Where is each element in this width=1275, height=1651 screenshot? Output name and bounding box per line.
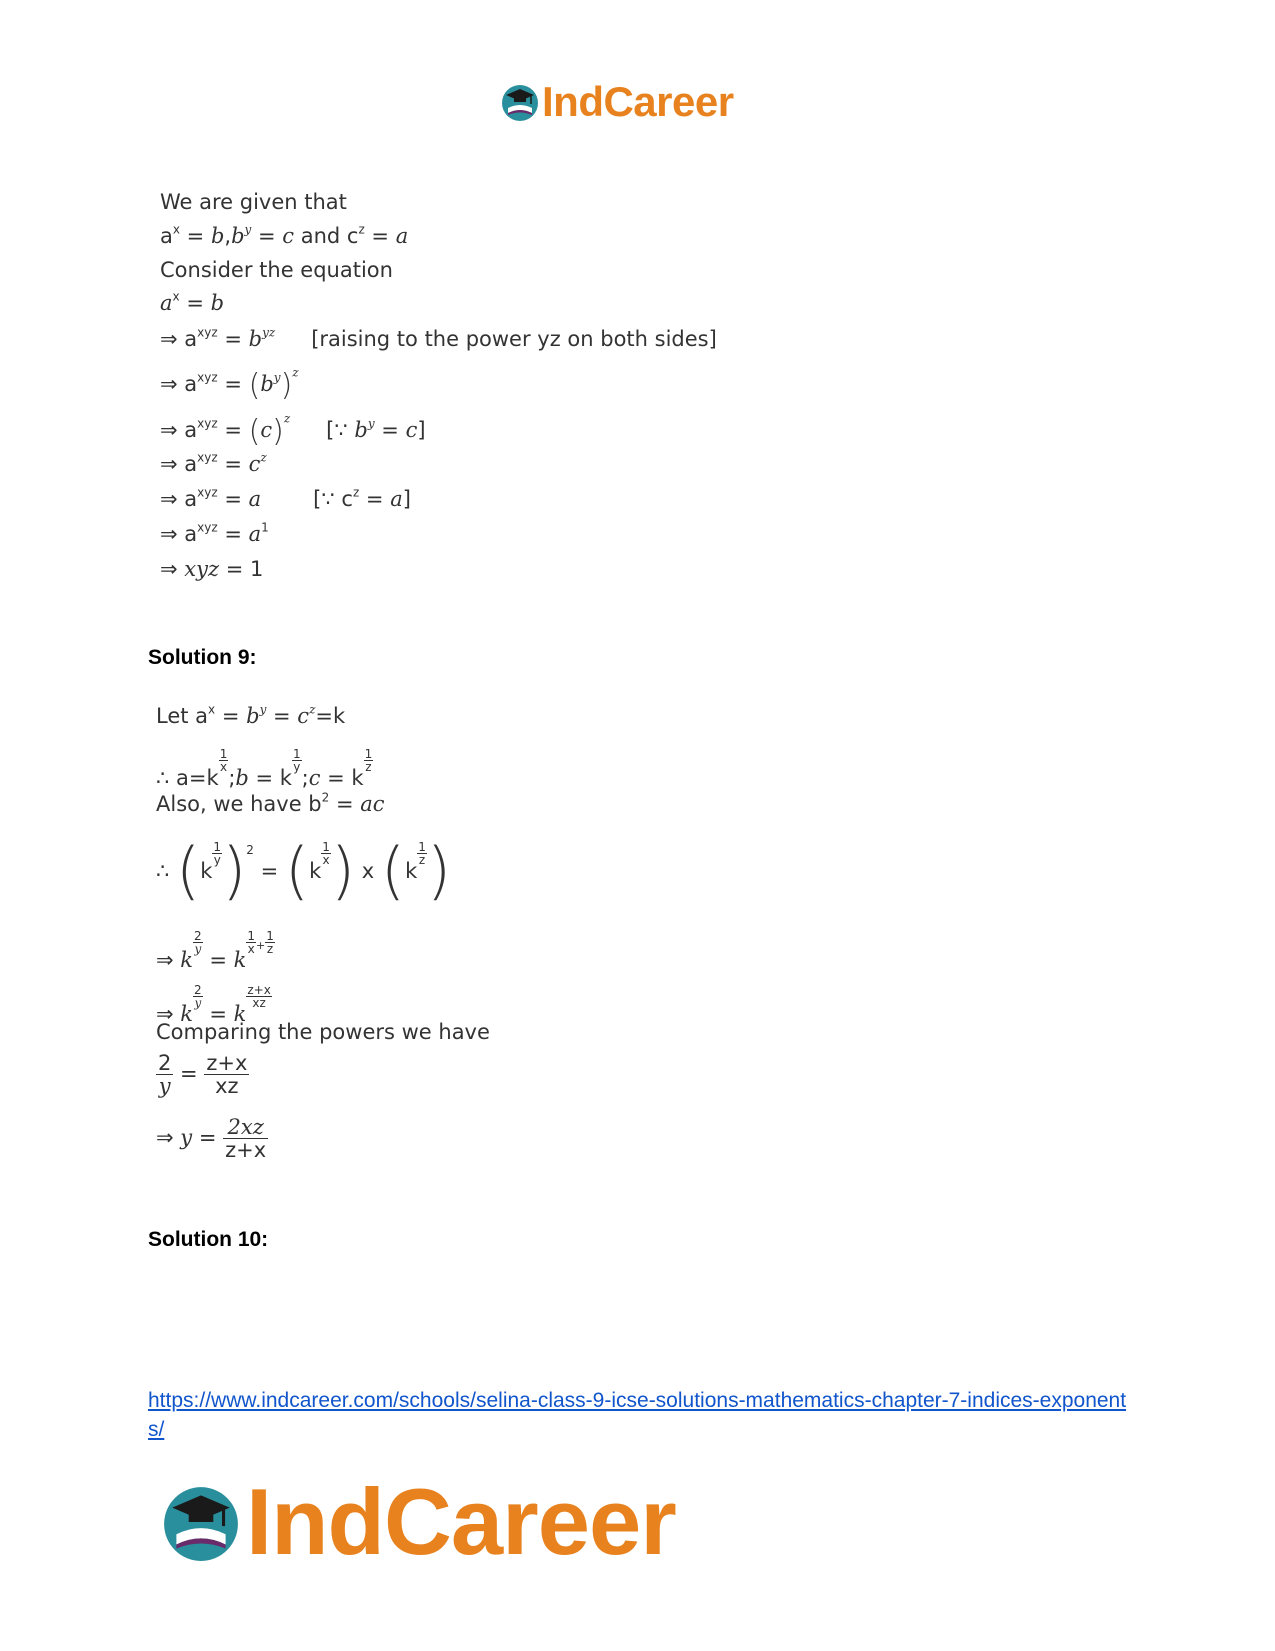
exp-xyz: xyz (197, 520, 218, 535)
exponent-fraction (246, 930, 256, 955)
let-text: Let (156, 704, 196, 728)
step-substitute-c (160, 411, 426, 449)
solution-10-heading: Solution 10: (148, 1228, 269, 1251)
var-b: b (354, 418, 368, 442)
denominator: y (194, 942, 202, 956)
indcareer-logo-bottom (160, 1468, 676, 1576)
implies-arrow: ⇒ (160, 372, 185, 396)
exp-two: 2 (246, 843, 254, 857)
equals: = (192, 1125, 224, 1150)
var-y: y (180, 1125, 193, 1150)
denominator: xz (215, 1074, 239, 1099)
denominator: y (213, 853, 221, 867)
equals: = (202, 948, 234, 972)
implies-arrow: ⇒ (156, 1002, 181, 1026)
numerator: 1 (322, 840, 330, 854)
fraction-2xz-over-zx (223, 1116, 268, 1161)
plus-sign: + (255, 939, 266, 952)
exponent-fraction (193, 984, 203, 1009)
denominator: y (158, 1074, 171, 1099)
also-text: Also, we have b (156, 792, 322, 816)
var-k: k (309, 859, 322, 883)
numerator: 2 (194, 983, 202, 997)
exponent-fraction (292, 748, 302, 773)
also-line (156, 792, 385, 816)
implies-arrow: ⇒ (160, 522, 185, 546)
right-paren: ) (280, 368, 293, 403)
var-c: c (308, 766, 321, 790)
fraction-zx-over-xz (204, 1052, 249, 1097)
equals: = (173, 1061, 205, 1086)
var-a: a (184, 418, 198, 442)
var-k: k (180, 948, 194, 972)
right-paren: ) (330, 834, 356, 907)
denominator: y (194, 996, 202, 1010)
indcareer-logo-top (500, 78, 734, 126)
fraction-2-over-y (156, 1052, 173, 1097)
exponent-fraction (321, 841, 331, 866)
exp-x: x (172, 289, 180, 304)
exp-y: y (367, 416, 375, 431)
equals-k: = k (248, 766, 292, 790)
exponent-fraction (246, 984, 271, 1009)
left-paren: ( (248, 368, 261, 403)
left-paren: ( (176, 834, 201, 907)
denominator: z+x (225, 1138, 267, 1163)
exp-y: y (259, 702, 267, 717)
step-c-power-z (160, 452, 267, 476)
var-a: a (390, 487, 403, 511)
var-b: b (248, 327, 263, 351)
var-a: a (160, 291, 173, 315)
exp-y: y (244, 222, 252, 237)
var-k: k (200, 859, 213, 883)
equals: = (374, 418, 406, 442)
exponent-fraction (364, 748, 374, 773)
numerator: z+x (247, 983, 271, 997)
denominator: xz (252, 996, 266, 1010)
equals: = (217, 487, 249, 511)
equals: = (217, 372, 249, 396)
var-c: c (297, 704, 310, 728)
exp-y: y (273, 370, 281, 385)
semicolon: ; (228, 766, 236, 790)
implies-arrow: ⇒ (156, 1125, 181, 1150)
fraction-equation (156, 1052, 249, 1097)
equals: = (179, 224, 211, 248)
var-b: b (210, 224, 225, 248)
right-paren: ) (222, 834, 247, 907)
brand-name: IndCareer (246, 1469, 676, 1574)
exponent-fraction (219, 748, 229, 773)
step-raise-power (160, 327, 717, 351)
equals: = (179, 291, 211, 315)
step-power-of-power (160, 365, 299, 403)
denominator: x (247, 942, 255, 956)
graduation-cap-book-icon (160, 1481, 242, 1563)
substitution-line (156, 834, 451, 907)
var-b: b (246, 704, 260, 728)
solution-9-heading: Solution 9: (148, 646, 257, 669)
a-equals-k: a=k (176, 766, 219, 790)
var-c: c (282, 224, 295, 248)
step-note: [raising to the power yz on both sides] (311, 327, 717, 351)
numerator: z+x (206, 1051, 248, 1075)
exp-z: z (292, 365, 299, 380)
var-k: k (233, 1002, 247, 1026)
exp-z: z (358, 222, 365, 237)
numerator: 1 (292, 747, 301, 761)
var-c: c (405, 418, 418, 442)
consider-text: Consider the equation (160, 258, 393, 282)
implies-arrow: ⇒ (160, 418, 185, 442)
var-a: a (195, 704, 209, 728)
exp-z: z (260, 450, 267, 465)
equals: = (329, 792, 361, 816)
var-k: k (233, 948, 247, 972)
given-equations (160, 224, 408, 248)
product-xyz: xyz (184, 557, 220, 581)
equals: = (253, 859, 285, 883)
denominator: z (418, 853, 426, 867)
exp-z: z (283, 411, 291, 426)
var-b: b (235, 766, 249, 790)
equals: = (217, 327, 249, 351)
denominator: z (266, 942, 274, 956)
numerator: 1 (219, 747, 228, 761)
numerator: 1 (247, 929, 255, 943)
var-a: a (184, 522, 198, 546)
numerator: 1 (418, 840, 426, 854)
graduation-cap-book-icon (500, 82, 540, 122)
equals: = (217, 452, 249, 476)
numerator: 2xz (223, 1116, 268, 1139)
denominator: x (219, 760, 228, 774)
right-paren: ) (426, 834, 452, 907)
var-a: a (248, 522, 262, 546)
left-paren: ( (248, 414, 261, 449)
exponent-fraction (212, 841, 222, 866)
implies-arrow: ⇒ (160, 327, 185, 351)
exp-x: x (172, 222, 180, 237)
exponent-fraction (417, 841, 427, 866)
exp-two: 2 (321, 790, 330, 805)
var-a: a (395, 224, 409, 248)
exp-xyz: xyz (197, 370, 218, 385)
var-c: c (248, 452, 261, 476)
result-xyz (160, 557, 263, 581)
let-line (156, 704, 345, 728)
var-a: a (184, 372, 198, 396)
var-a: a (160, 224, 173, 248)
equals: = (217, 418, 249, 442)
numerator: 2 (158, 1051, 172, 1075)
numerator: 1 (364, 747, 373, 761)
equals-k: =k (315, 704, 346, 728)
exp-xyz: xyz (197, 450, 218, 465)
var-c: c (341, 487, 353, 511)
var-a: a (184, 487, 198, 511)
numerator: 1 (213, 840, 222, 854)
result-y (156, 1116, 268, 1161)
values-in-k-line (156, 748, 373, 790)
step-substitute-a (160, 487, 411, 511)
var-k: k (180, 1002, 194, 1026)
note-close: ] (402, 487, 411, 511)
equation-line (160, 291, 224, 315)
note-open: [∵ (313, 487, 342, 511)
var-a: a (248, 487, 262, 511)
equals: = (266, 704, 298, 728)
equals: = (359, 487, 391, 511)
equals-k: = k (320, 766, 364, 790)
implies-arrow: ⇒ (156, 948, 181, 972)
and-text: and (294, 224, 347, 248)
exponent-fraction (193, 930, 203, 955)
consider-line (160, 258, 393, 282)
brand-name: IndCareer (542, 78, 734, 125)
var-b: b (231, 224, 245, 248)
exp-xyz: xyz (197, 416, 218, 431)
exponent-fraction (265, 930, 275, 955)
given-text: We are given that (160, 190, 347, 214)
comma: , (224, 224, 232, 248)
var-k: k (405, 859, 418, 883)
denominator: x (322, 853, 330, 867)
times-sign: x (355, 859, 381, 883)
right-paren: ) (272, 414, 284, 449)
denominator: z (365, 760, 372, 774)
semicolon: ; (301, 766, 309, 790)
exp-xyz: xyz (197, 325, 218, 340)
comparing-line (156, 1020, 490, 1044)
implies-arrow: ⇒ (160, 557, 185, 581)
equals: = (217, 522, 249, 546)
given-line (160, 190, 347, 214)
numerator: 2 (194, 929, 202, 943)
implies-arrow: ⇒ (160, 487, 185, 511)
var-b: b (210, 291, 225, 315)
equals-one: = 1 (219, 557, 264, 581)
exp-x: x (208, 702, 216, 717)
var-c: c (260, 418, 273, 442)
var-a: a (184, 327, 198, 351)
equals: = (202, 1002, 234, 1026)
note-close: ] (417, 418, 426, 442)
var-b: b (260, 372, 274, 396)
equals: = (364, 224, 396, 248)
exp-yz: yz (262, 325, 276, 340)
exp-one: 1 (261, 520, 269, 535)
comparing-text: Comparing the powers we have (156, 1020, 490, 1044)
note-open: [∵ (326, 418, 355, 442)
therefore-symbol: ∴ (156, 859, 177, 883)
product-ac: ac (360, 792, 385, 816)
left-paren: ( (284, 834, 310, 907)
equals: = (251, 224, 283, 248)
var-c: c (346, 224, 359, 248)
source-link[interactable]: https://www.indcareer.com/schools/selina-class-9-icse-solutions-mathematics-chapter-7-indices-exponents/ (148, 1389, 1127, 1441)
exp-z: z (352, 485, 360, 500)
denominator: y (293, 760, 301, 774)
equals: = (215, 704, 247, 728)
step-a-power-one (160, 522, 269, 546)
step-sum-exponents (156, 930, 275, 972)
therefore-symbol: ∴ (156, 766, 177, 790)
var-a: a (184, 452, 198, 476)
exp-z: z (309, 702, 316, 717)
exp-xyz: xyz (197, 485, 218, 500)
left-paren: ( (380, 834, 406, 907)
implies-arrow: ⇒ (160, 452, 185, 476)
numerator: 1 (266, 929, 274, 943)
